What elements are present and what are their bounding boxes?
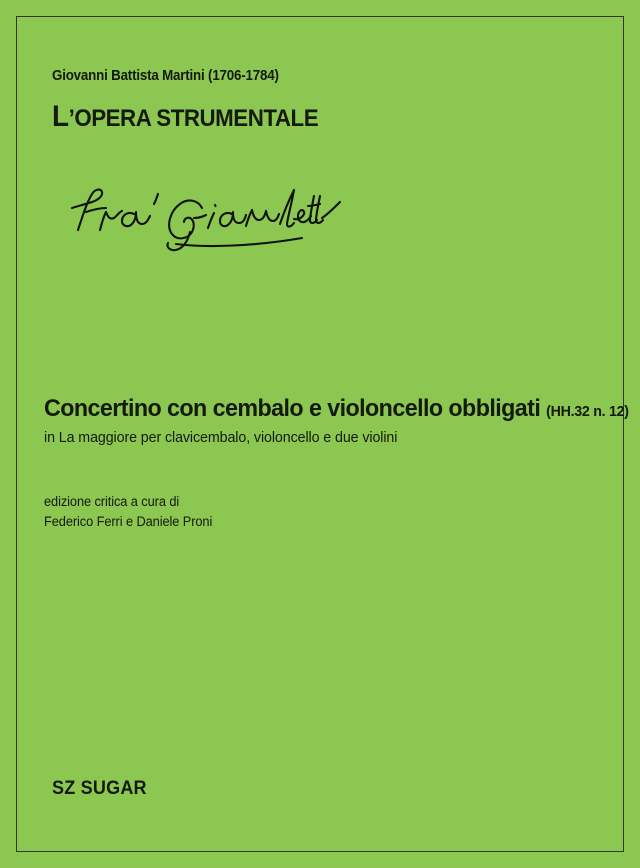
editor-names: Federico Ferri e Daniele Proni [44, 514, 213, 530]
publisher-name: SZ SUGAR [52, 778, 147, 799]
work-catalog-number: (HH.32 n. 12) [546, 403, 629, 420]
signature-facsimile-icon [56, 178, 346, 254]
work-subtitle: in La maggiore per clavicembalo, violoncello e due violini [44, 428, 398, 446]
editors-block [44, 492, 212, 533]
work-title-line [44, 395, 629, 423]
composer-name: Giovanni Battista Martini (1706-1784) [52, 68, 279, 84]
series-title-initial: L [52, 100, 69, 133]
work-block [44, 395, 629, 446]
edition-line: edizione critica a cura di [44, 494, 180, 509]
series-title-rest: ’OPERA STRUMENTALE [68, 105, 319, 132]
work-title: Concertino con cembalo e violoncello obbligati [44, 395, 541, 422]
series-title [52, 100, 318, 134]
